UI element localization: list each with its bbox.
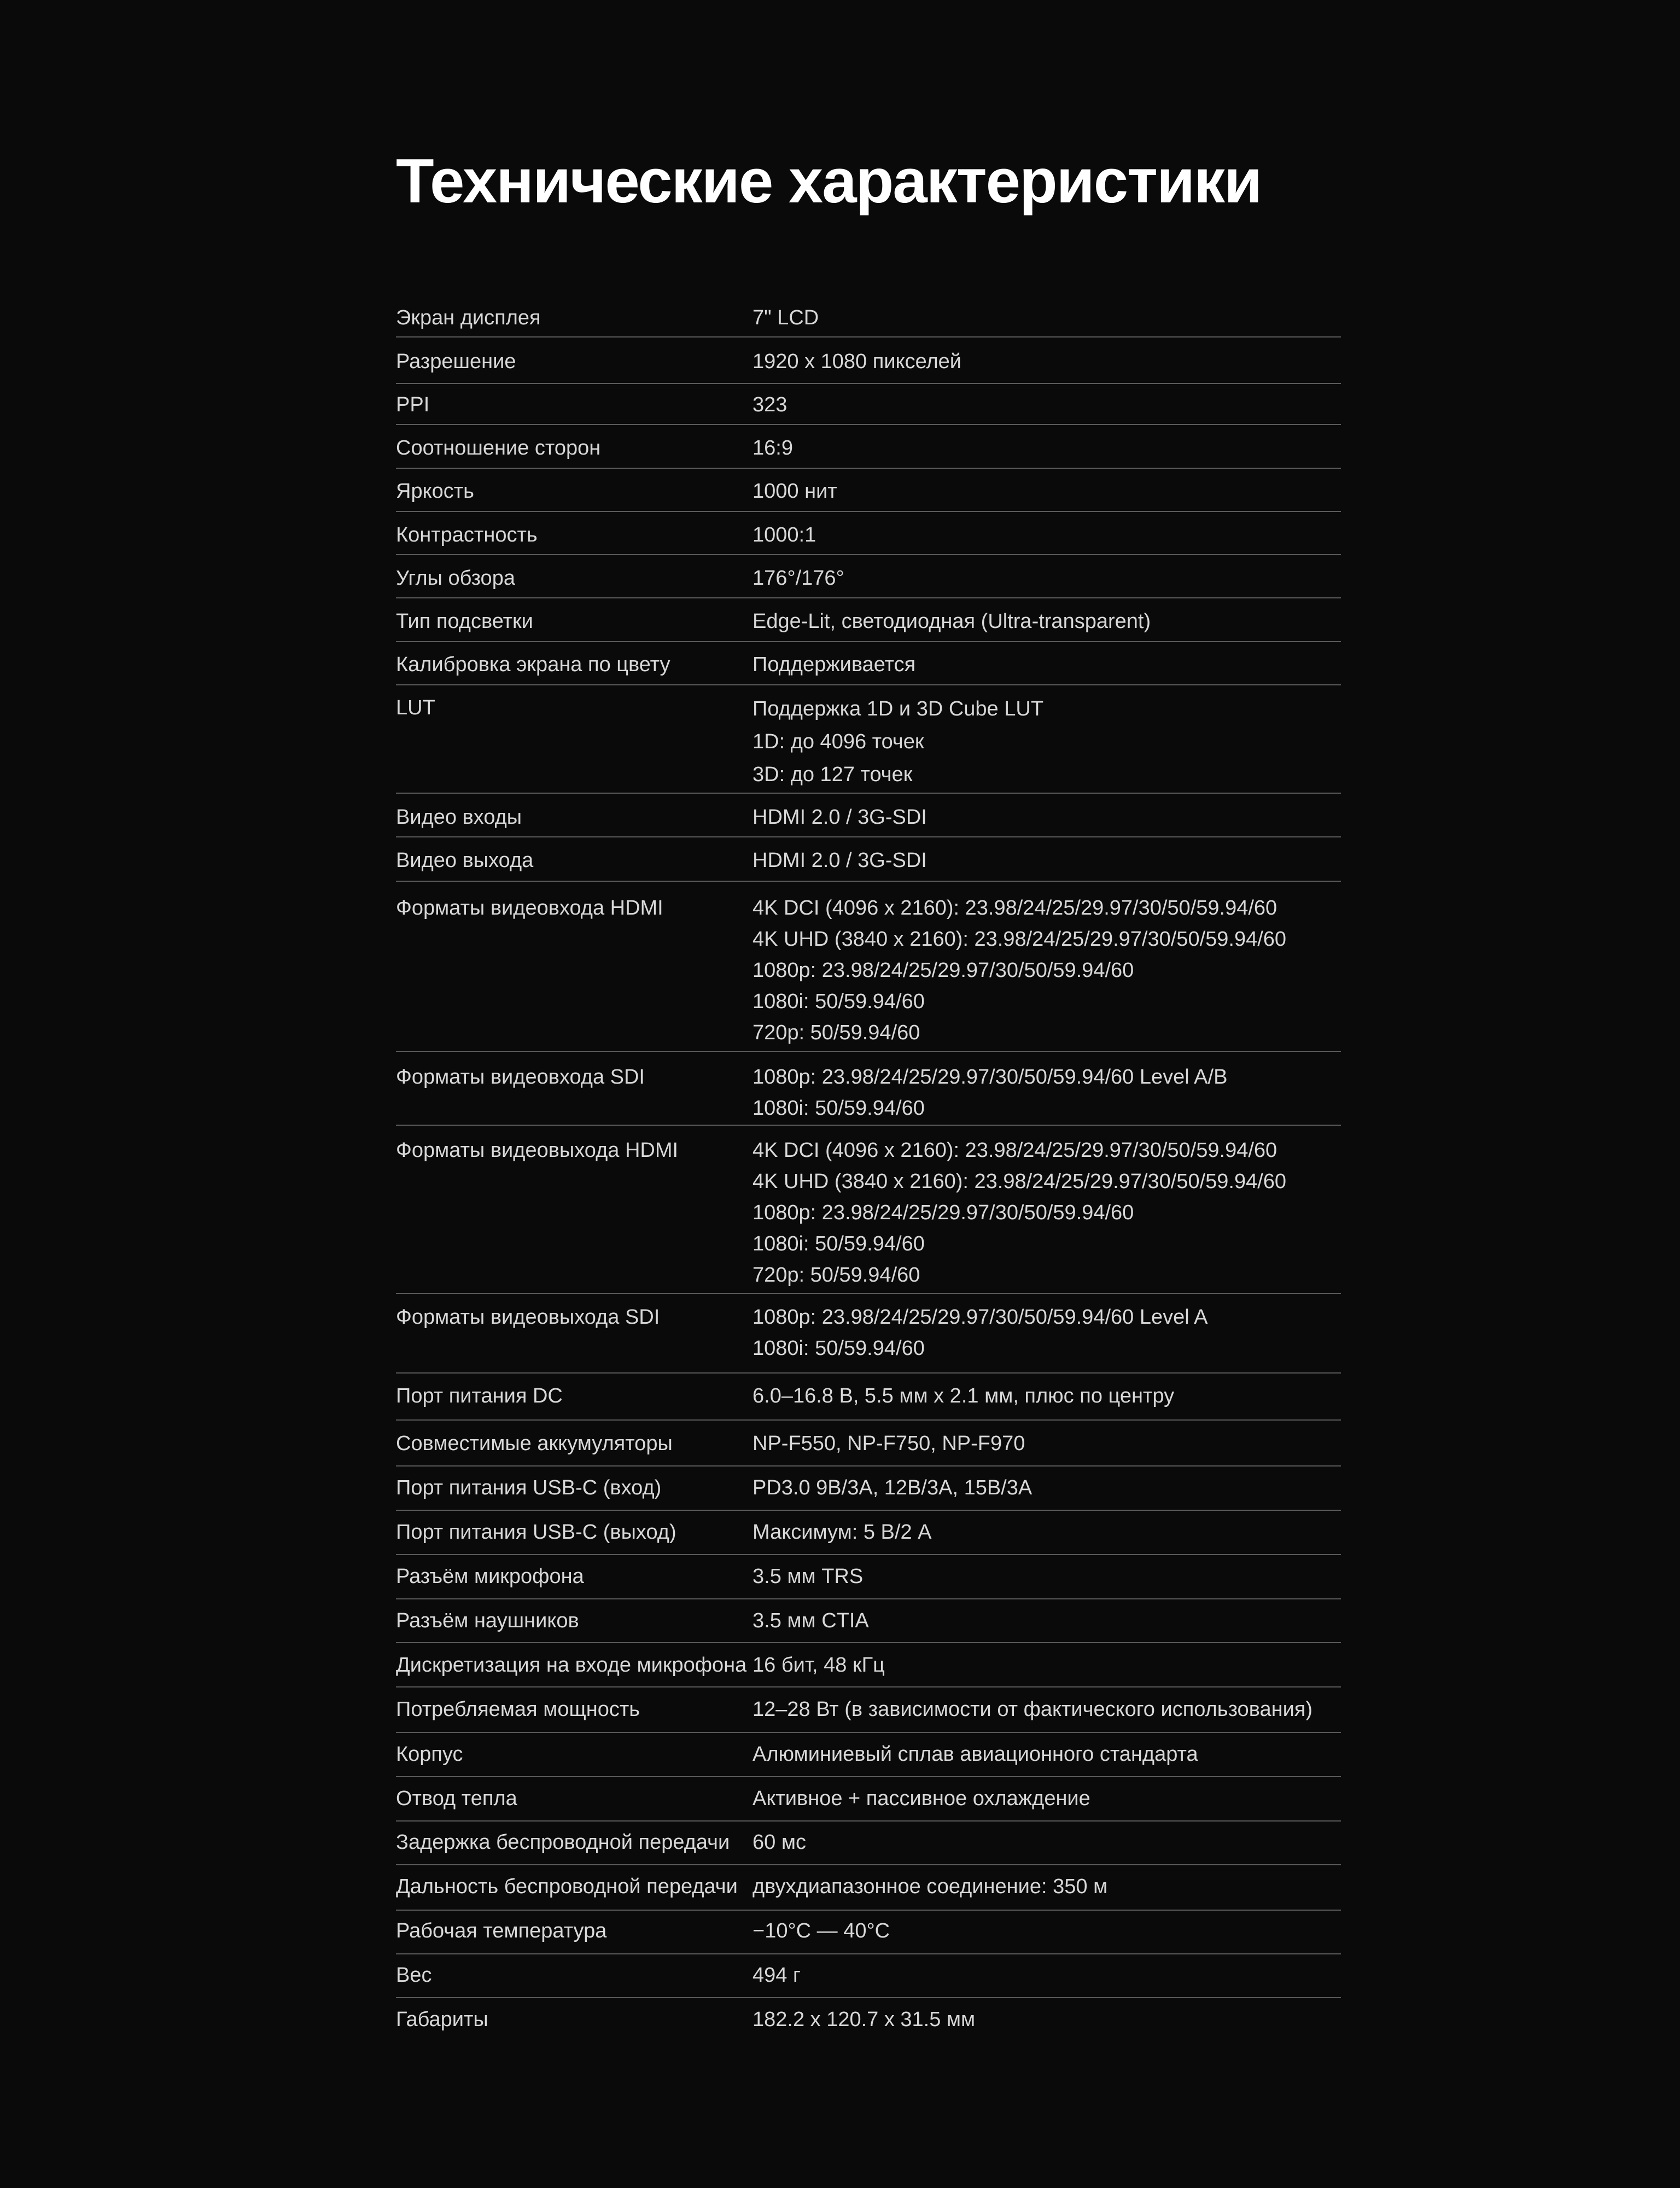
spec-label: Потребляемая мощность <box>396 1698 640 1721</box>
spec-value <box>752 1650 885 1681</box>
spec-value <box>752 1916 890 1947</box>
spec-value <box>752 1135 1286 1291</box>
spec-row <box>396 1294 1341 1374</box>
spec-row <box>396 1777 1341 1822</box>
spec-value-line: HDMI 2.0 / 3G-SDI <box>752 849 927 872</box>
spec-row <box>396 301 1341 337</box>
spec-row <box>396 1687 1341 1733</box>
spec-value <box>752 1960 801 1991</box>
spec-label: Совместимые аккумуляторы <box>396 1432 673 1455</box>
spec-label: LUT <box>396 696 435 719</box>
spec-label: Видео выхода <box>396 849 534 872</box>
spec-value-line: Поддержка 1D и 3D Cube LUT <box>752 697 1044 720</box>
spec-value-line: 720p: 50/59.94/60 <box>752 1264 920 1287</box>
spec-row <box>396 1643 1341 1687</box>
spec-value-line: Edge-Lit, светодиодная (Ultra-transparent) <box>752 610 1151 633</box>
spec-value <box>752 1381 1174 1412</box>
spec-value-line: 720p: 50/59.94/60 <box>752 1021 920 1044</box>
spec-value-line: 1000:1 <box>752 523 816 546</box>
spec-label: Разъём наушников <box>396 1609 579 1632</box>
spec-row <box>396 837 1341 882</box>
spec-label: Соотношение сторон <box>396 437 601 459</box>
spec-row <box>396 1421 1341 1467</box>
spec-value <box>752 302 819 334</box>
spec-value-line: 3.5 мм TRS <box>752 1565 864 1588</box>
spec-row <box>396 1555 1341 1599</box>
spec-value <box>752 1694 1312 1725</box>
spec-row <box>396 337 1341 384</box>
spec-value-line: 182.2 x 120.7 x 31.5 мм <box>752 2008 976 2031</box>
spec-value-line: 1080p: 23.98/24/25/29.97/30/50/59.94/60 <box>752 959 1134 982</box>
spec-label: Тип подсветки <box>396 610 533 633</box>
spec-value-line: 1080p: 23.98/24/25/29.97/30/50/59.94/60 Level A <box>752 1306 1208 1329</box>
spec-value-line: 176°/176° <box>752 567 844 590</box>
spec-value-line: 1080i: 50/59.94/60 <box>752 990 925 1013</box>
spec-value <box>752 893 1286 1049</box>
spec-label: Углы обзора <box>396 567 515 590</box>
spec-row <box>396 1467 1341 1511</box>
spec-value-line: 1000 нит <box>752 480 837 503</box>
spec-row <box>396 1733 1341 1777</box>
spec-label: Отвод тепла <box>396 1787 517 1810</box>
spec-value <box>752 1302 1208 1364</box>
spec-value <box>752 1827 806 1858</box>
spec-row <box>396 1126 1341 1294</box>
spec-row <box>396 1374 1341 1421</box>
spec-value <box>752 1062 1227 1124</box>
spec-label: Порт питания USB-C (выход) <box>396 1521 676 1544</box>
spec-row <box>396 642 1341 685</box>
spec-row <box>396 512 1341 555</box>
spec-label: PPI <box>396 393 430 416</box>
spec-row <box>396 1511 1341 1555</box>
spec-value <box>752 1871 1107 1902</box>
page-title: Технические характеристики <box>396 147 1262 216</box>
spec-value <box>752 693 1043 791</box>
spec-label: Калибровка экрана по цвету <box>396 653 670 676</box>
spec-label: Корпус <box>396 1743 463 1766</box>
spec-label: Порт питания USB-C (вход) <box>396 1476 662 1499</box>
spec-value-line: 1080p: 23.98/24/25/29.97/30/50/59.94/60 <box>752 1201 1134 1224</box>
spec-value <box>752 1517 932 1548</box>
spec-row <box>396 1599 1341 1643</box>
spec-value-line: Активное + пассивное охлаждение <box>752 1787 1090 1810</box>
spec-row <box>396 425 1341 469</box>
spec-label: Дальность беспроводной передачи <box>396 1875 738 1898</box>
spec-value-line: 16 бит, 48 кГц <box>752 1654 885 1677</box>
spec-label: Яркость <box>396 480 474 503</box>
spec-value-line: 1D: до 4096 точек <box>752 730 924 753</box>
spec-value <box>752 1783 1090 1814</box>
spec-value <box>752 346 961 377</box>
spec-row <box>396 1865 1341 1911</box>
spec-value <box>752 802 927 833</box>
spec-value-line: 6.0–16.8 В, 5.5 мм х 2.1 мм, плюс по центру <box>752 1384 1175 1407</box>
spec-value-line: Алюминиевый сплав авиационного стандарта <box>752 1743 1198 1766</box>
spec-row <box>396 598 1341 642</box>
spec-row <box>396 1052 1341 1126</box>
spec-value <box>752 563 844 594</box>
spec-value <box>752 1739 1198 1770</box>
spec-label: Дискретизация на входе микрофона <box>396 1654 747 1677</box>
spec-value-line: NP-F550, NP-F750, NP-F970 <box>752 1432 1025 1455</box>
spec-label: Разрешение <box>396 350 516 373</box>
spec-value-line: −10°C — 40°C <box>752 1919 890 1942</box>
spec-value <box>752 606 1151 637</box>
spec-row <box>396 685 1341 794</box>
spec-label: Вес <box>396 1964 432 1987</box>
spec-label: Экран дисплея <box>396 306 541 329</box>
spec-value-line: 1080i: 50/59.94/60 <box>752 1097 925 1120</box>
spec-value <box>752 520 816 551</box>
spec-row <box>396 384 1341 425</box>
spec-row <box>396 1954 1341 1998</box>
spec-label: Рабочая температура <box>396 1919 607 1942</box>
spec-value <box>752 1561 863 1592</box>
spec-row <box>396 1822 1341 1865</box>
spec-value <box>752 389 787 421</box>
spec-value-line: 16:9 <box>752 437 793 459</box>
spec-value <box>752 649 915 680</box>
spec-value <box>752 476 837 507</box>
spec-value <box>752 433 793 464</box>
spec-row <box>396 555 1341 598</box>
spec-value-line: 1080p: 23.98/24/25/29.97/30/50/59.94/60 Level A/B <box>752 1066 1228 1089</box>
spec-value <box>752 845 927 876</box>
spec-label: Форматы видеовыхода SDI <box>396 1306 660 1329</box>
spec-value-line: HDMI 2.0 / 3G-SDI <box>752 806 927 829</box>
spec-row <box>396 1998 1341 2043</box>
spec-value-line: 12–28 Вт (в зависимости от фактического использования) <box>752 1698 1313 1721</box>
spec-row <box>396 469 1341 512</box>
spec-value-line: двухдиапазонное соединение: 350 м <box>752 1875 1108 1898</box>
spec-value-line: 4K UHD (3840 x 2160): 23.98/24/25/29.97/30/50/59.94/60 <box>752 1170 1287 1193</box>
spec-value-line: 4K UHD (3840 x 2160): 23.98/24/25/29.97/30/50/59.94/60 <box>752 928 1287 951</box>
spec-value-line: 1080i: 50/59.94/60 <box>752 1232 925 1255</box>
spec-label: Видео входы <box>396 806 522 829</box>
spec-label: Порт питания DC <box>396 1384 563 1407</box>
spec-value <box>752 1473 1032 1504</box>
spec-value-line: 7" LCD <box>752 306 819 329</box>
spec-value-line: 4K DCI (4096 x 2160): 23.98/24/25/29.97/30/50/59.94/60 <box>752 897 1278 920</box>
spec-value-line: PD3.0 9В/3А, 12В/3А, 15В/3А <box>752 1476 1032 1499</box>
spec-label: Разъём микрофона <box>396 1565 584 1588</box>
spec-value <box>752 1428 1025 1459</box>
spec-value-line: Максимум: 5 В/2 А <box>752 1521 932 1544</box>
spec-value-line: 1920 x 1080 пикселей <box>752 350 962 373</box>
spec-value-line: Поддерживается <box>752 653 916 676</box>
spec-value <box>752 1605 869 1637</box>
spec-value-line: 3D: до 127 точек <box>752 763 913 786</box>
spec-table <box>396 0 1341 2188</box>
spec-value-line: 323 <box>752 393 788 416</box>
spec-value-line: 494 г <box>752 1964 801 1987</box>
spec-label: Форматы видеовхода SDI <box>396 1066 645 1089</box>
spec-label: Форматы видеовыхода HDMI <box>396 1139 679 1162</box>
spec-value-line: 3.5 мм CTIA <box>752 1609 869 1632</box>
spec-value-line: 1080i: 50/59.94/60 <box>752 1337 925 1360</box>
spec-value-line: 60 мс <box>752 1831 806 1854</box>
spec-label: Задержка беспроводной передачи <box>396 1831 730 1854</box>
spec-row <box>396 882 1341 1052</box>
spec-label: Габариты <box>396 2008 488 2031</box>
spec-label: Форматы видеовхода HDMI <box>396 897 663 920</box>
spec-label: Контрастность <box>396 523 538 546</box>
spec-row <box>396 1911 1341 1954</box>
spec-row <box>396 794 1341 837</box>
spec-value <box>752 2004 975 2035</box>
spec-value-line: 4K DCI (4096 x 2160): 23.98/24/25/29.97/30/50/59.94/60 <box>752 1139 1278 1162</box>
